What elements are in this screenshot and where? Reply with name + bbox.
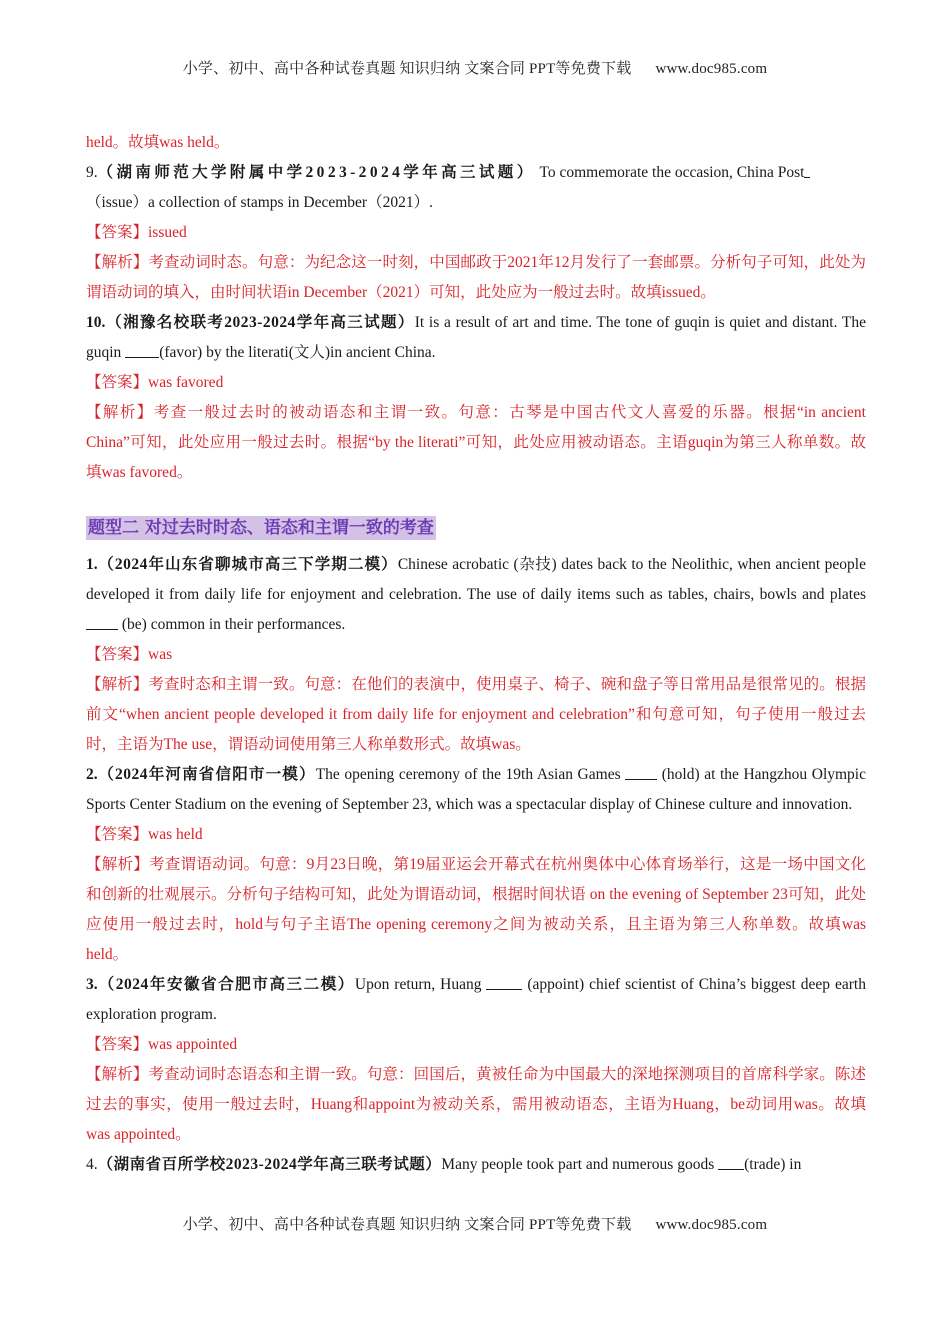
q9-text-a: To commemorate the occasion, China Post — [539, 164, 805, 181]
q10-source: （湘豫名校联考2023-2024学年高三试题） — [105, 314, 415, 331]
s3-answer: 【答案】was appointed — [86, 1036, 238, 1053]
s1-blank — [86, 613, 118, 630]
s1-analysis: 【解析】考查时态和主谓一致。句意：在他们的表演中，使用桌子、椅子、碗和盘子等日常用品是很常见的。根据前文“when ancient people developed it from daily life for enjoyment and celebration”和句意可知，句子使用一般过去时，主语为The use，谓语动词使用第三人称单数形式。故填was。 — [86, 676, 866, 753]
s4-text-a: Many people took part and numerous goods — [441, 1156, 719, 1173]
q9-source: （湖南师范大学附属中学2023-2024学年高三试题） — [97, 164, 536, 181]
s4-text-b: (trade) in — [744, 1156, 802, 1173]
question-9 — [86, 158, 866, 218]
question-10 — [86, 308, 866, 368]
q10-text-b: (favor) by the literati(文人)in ancient China. — [159, 344, 436, 361]
s2-text-b: (hold) at the Hangzhou Olympic Sports Center Stadium on the evening of September 23, which was a spectacular display of Chinese culture and innovation. — [86, 766, 866, 813]
q10-answer: 【答案】was favored — [86, 374, 224, 391]
s3-text-b: (appoint) chief scientist of China’s biggest deep earth exploration program. — [86, 976, 866, 1023]
page-footer — [0, 1213, 950, 1234]
q9-number: 9. — [86, 164, 98, 181]
document-body — [86, 128, 866, 1180]
page-header — [0, 57, 950, 78]
s3-analysis: 【解析】考查动词时态语态和主谓一致。句意：回国后，黄被任命为中国最大的深地探测项目的首席科学家。陈述过去的事实，使用一般过去时，Huang和appoint为被动关系，需用被动语态，主语为Huang，be动词用was。故填was appointed。 — [86, 1066, 866, 1143]
s3-number: 3. — [86, 976, 98, 993]
s2-answer: 【答案】was held — [86, 826, 203, 843]
q10-text-a: It is a result of art and time. The tone of guqin is quiet and distant. The guqin — [86, 314, 866, 361]
s3-text-a: Upon return, Huang — [354, 976, 487, 993]
s1-source: （2024年山东省聊城市高三下学期二模） — [97, 556, 398, 573]
question-s4 — [86, 1150, 866, 1180]
header-text: 小学、初中、高中各种试卷真题 知识归纳 文案合同 PPT等免费下载 — [182, 61, 632, 77]
top-fragment: held。故填was held。 — [86, 134, 230, 151]
s2-number: 2. — [86, 766, 98, 783]
q9-analysis: 【解析】考查动词时态。句意：为纪念这一时刻，中国邮政于2021年12月发行了一套邮票。分析句子可知，此处为谓语动词的填入，由时间状语in December（2021）可知，此处应为一般过去时。故填issued。 — [86, 254, 866, 301]
s2-source: （2024年河南省信阳市一模） — [97, 766, 316, 783]
s2-text-a: The opening ceremony of the 19th Asian Games — [315, 766, 626, 783]
s1-text-b: (be) common in their performances. — [118, 616, 346, 633]
header-site-link[interactable]: www.doc985.com — [655, 61, 768, 77]
q10-blank — [125, 341, 159, 358]
question-s3 — [86, 970, 866, 1030]
question-s2 — [86, 760, 866, 820]
q9-blank — [804, 161, 810, 178]
s4-number: 4. — [86, 1156, 98, 1173]
s2-blank — [625, 763, 657, 780]
footer-site-link[interactable]: www.doc985.com — [655, 1217, 768, 1233]
q10-number: 10. — [86, 314, 106, 331]
s3-source: （2024年安徽省合肥市高三二模） — [97, 976, 355, 993]
s1-answer: 【答案】was — [86, 646, 173, 663]
question-s1 — [86, 550, 866, 640]
s3-blank — [486, 973, 522, 990]
s4-source: （湖南省百所学校2023-2024学年高三联考试题） — [97, 1156, 442, 1173]
s1-number: 1. — [86, 556, 98, 573]
footer-text: 小学、初中、高中各种试卷真题 知识归纳 文案合同 PPT等免费下载 — [182, 1217, 632, 1233]
q10-analysis: 【解析】考查一般过去时的被动语态和主谓一致。句意：古琴是中国古代文人喜爱的乐器。根据“in ancient China”可知，此处应用一般过去时。根据“by the literati”可知，此处应用被动语态。主语guqin为第三人称单数。故填was favored。 — [86, 404, 866, 481]
s2-analysis: 【解析】考查谓语动词。句意：9月23日晚，第19届亚运会开幕式在杭州奥体中心体育场举行，这是一场中国文化和创新的壮观展示。分析句子结构可知，此处为谓语动词，根据时间状语 on the evening of September 23可知，此处应使用一般过去时，hold与句子主语The opening ceremony之间为被动关系，且主语为第三人称单数。故填was held。 — [86, 856, 866, 963]
s1-text-a: Chinese acrobatic (杂技) dates back to the Neolithic, when ancient people developed it from daily life for enjoyment and celebration. The use of daily items such as tables, chairs, bowls and plates — [86, 556, 866, 603]
q9-text-b: （issue）a collection of stamps in December（2021）. — [86, 194, 433, 211]
q9-answer: 【答案】issued — [86, 224, 187, 241]
section-heading: 题型二 对过去时时态、语态和主谓一致的考查 — [88, 518, 434, 538]
s4-blank — [718, 1153, 744, 1170]
